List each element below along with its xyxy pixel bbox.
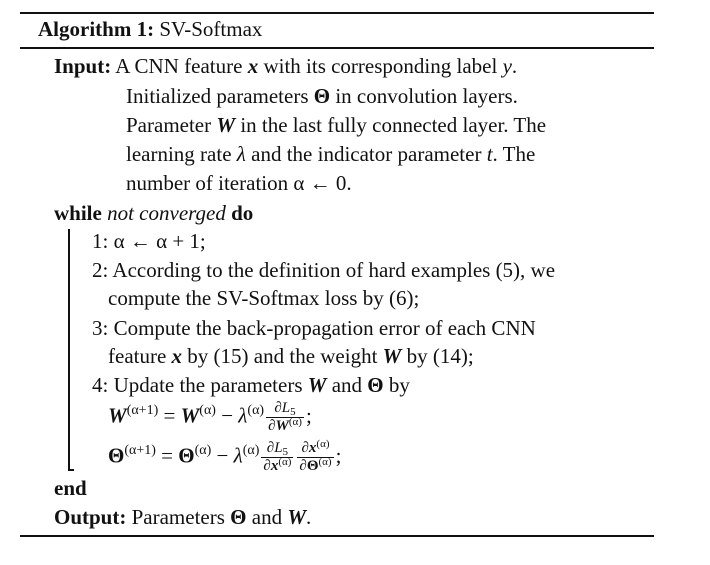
math-w: W bbox=[275, 418, 289, 434]
superscript: (α) bbox=[194, 443, 212, 459]
math-x: x bbox=[270, 458, 279, 474]
input-text: in the last fully connected layer. The bbox=[235, 113, 547, 137]
input-text: A CNN feature bbox=[115, 54, 248, 78]
loop-bar-tick bbox=[68, 469, 74, 471]
superscript: (α+1) bbox=[124, 443, 156, 459]
header-rule bbox=[20, 47, 654, 49]
input-line-3 bbox=[126, 113, 546, 137]
output-text: . bbox=[306, 505, 312, 529]
step-3-line-2 bbox=[108, 344, 474, 368]
step-1 bbox=[92, 229, 206, 253]
input-line-2 bbox=[126, 84, 518, 108]
superscript: (α) bbox=[199, 403, 216, 419]
step-text: 3: Compute the back-propagation error of each CNN bbox=[92, 316, 536, 340]
loop-bar bbox=[68, 229, 70, 471]
math-w: W bbox=[287, 505, 307, 529]
superscript: (α) bbox=[288, 416, 302, 428]
math-x: x bbox=[171, 344, 183, 368]
superscript: (α) bbox=[242, 443, 260, 459]
input-text: number of iteration α ← 0. bbox=[126, 171, 352, 195]
input-text: Initialized parameters bbox=[126, 84, 314, 108]
math-op: − bbox=[211, 443, 234, 468]
math-theta: Θ bbox=[313, 84, 331, 108]
math-op: ; bbox=[305, 403, 312, 428]
input-text: . The bbox=[492, 142, 536, 166]
superscript: (α) bbox=[278, 456, 292, 468]
step-2-line-1 bbox=[92, 258, 555, 282]
output-text: Parameters bbox=[131, 505, 231, 529]
math-y: y bbox=[502, 54, 512, 78]
math-w: W bbox=[180, 403, 200, 428]
top-rule bbox=[20, 12, 654, 14]
math-theta: Θ bbox=[108, 443, 125, 468]
while-keyword: while bbox=[54, 201, 102, 225]
algorithm-label: Algorithm 1: bbox=[38, 17, 155, 41]
fraction-denominator bbox=[266, 418, 304, 435]
input-text: learning rate bbox=[126, 142, 237, 166]
step-text: by bbox=[383, 373, 410, 397]
step-text: 1: α ← α + 1; bbox=[92, 229, 206, 253]
math-w: W bbox=[216, 113, 236, 137]
subscript: 5 bbox=[290, 406, 296, 418]
step-4 bbox=[92, 373, 410, 397]
end-line bbox=[54, 476, 87, 500]
math-x: x bbox=[308, 440, 317, 456]
fraction-denominator bbox=[261, 458, 293, 475]
fraction-dl-dw bbox=[266, 400, 304, 435]
math-theta: Θ bbox=[178, 443, 195, 468]
partial: ∂ bbox=[301, 440, 309, 456]
math-x: x bbox=[247, 54, 259, 78]
superscript: (α) bbox=[318, 456, 332, 468]
math-op: = bbox=[155, 443, 179, 468]
end-keyword: end bbox=[54, 476, 87, 500]
partial: ∂ bbox=[268, 418, 276, 434]
subscript: 5 bbox=[282, 446, 289, 458]
partial: ∂ bbox=[299, 458, 307, 474]
algorithm-name: SV-Softmax bbox=[159, 17, 263, 41]
algorithm-header bbox=[38, 17, 262, 41]
step-text: by (14); bbox=[401, 344, 474, 368]
do-keyword: do bbox=[231, 201, 254, 225]
step-text: 2: According to the definition of hard examples (5), we bbox=[92, 258, 556, 282]
step-text: feature bbox=[108, 344, 172, 368]
math-lambda: λ bbox=[233, 443, 243, 468]
input-text: in convolution layers. bbox=[330, 84, 518, 108]
superscript: (α) bbox=[316, 438, 330, 450]
math-theta: Θ bbox=[230, 505, 247, 529]
fraction-dl-dx bbox=[261, 440, 293, 475]
partial: ∂ bbox=[274, 400, 282, 416]
input-text: . bbox=[511, 54, 518, 78]
step-3-line-1 bbox=[92, 316, 536, 340]
math-op: ; bbox=[335, 443, 342, 468]
fraction-dx-dtheta bbox=[297, 440, 333, 475]
math-theta: Θ bbox=[367, 373, 384, 397]
input-label: Input: bbox=[54, 54, 112, 78]
output-label: Output: bbox=[54, 505, 127, 529]
math-w: W bbox=[307, 373, 327, 397]
math-lambda: λ bbox=[238, 403, 248, 428]
input-line-5 bbox=[126, 171, 352, 195]
fraction-denominator bbox=[297, 458, 333, 475]
input-text: with its corresponding label bbox=[258, 54, 503, 78]
equation-1 bbox=[108, 400, 312, 435]
input-line-1 bbox=[54, 54, 517, 78]
superscript: (α) bbox=[247, 403, 265, 419]
math-op: − bbox=[215, 403, 239, 428]
math-lambda: λ bbox=[236, 142, 246, 166]
input-line-4 bbox=[126, 142, 535, 166]
equation-2 bbox=[108, 440, 341, 475]
while-line bbox=[54, 201, 253, 225]
step-text: compute the SV-Softmax loss by (6); bbox=[108, 286, 420, 310]
input-text: Parameter bbox=[126, 113, 217, 137]
output-line bbox=[54, 505, 311, 529]
bottom-rule bbox=[20, 535, 654, 537]
input-text: and the indicator parameter bbox=[245, 142, 487, 166]
partial: ∂ bbox=[263, 458, 271, 474]
step-text: by (15) and the weight bbox=[182, 344, 383, 368]
partial: ∂ bbox=[266, 440, 275, 456]
superscript: (α+1) bbox=[126, 403, 159, 419]
while-condition: not converged bbox=[107, 201, 226, 225]
math-w: W bbox=[382, 344, 402, 368]
math-loss: L bbox=[281, 400, 291, 416]
math-w: W bbox=[108, 403, 127, 428]
step-2-line-2 bbox=[108, 286, 419, 310]
math-theta: Θ bbox=[306, 458, 319, 474]
math-t: t bbox=[486, 142, 493, 166]
math-op: = bbox=[158, 403, 181, 428]
step-text: and bbox=[326, 373, 368, 397]
step-text: 4: Update the parameters bbox=[92, 373, 308, 397]
math-loss: L bbox=[274, 440, 283, 456]
output-text: and bbox=[246, 505, 288, 529]
